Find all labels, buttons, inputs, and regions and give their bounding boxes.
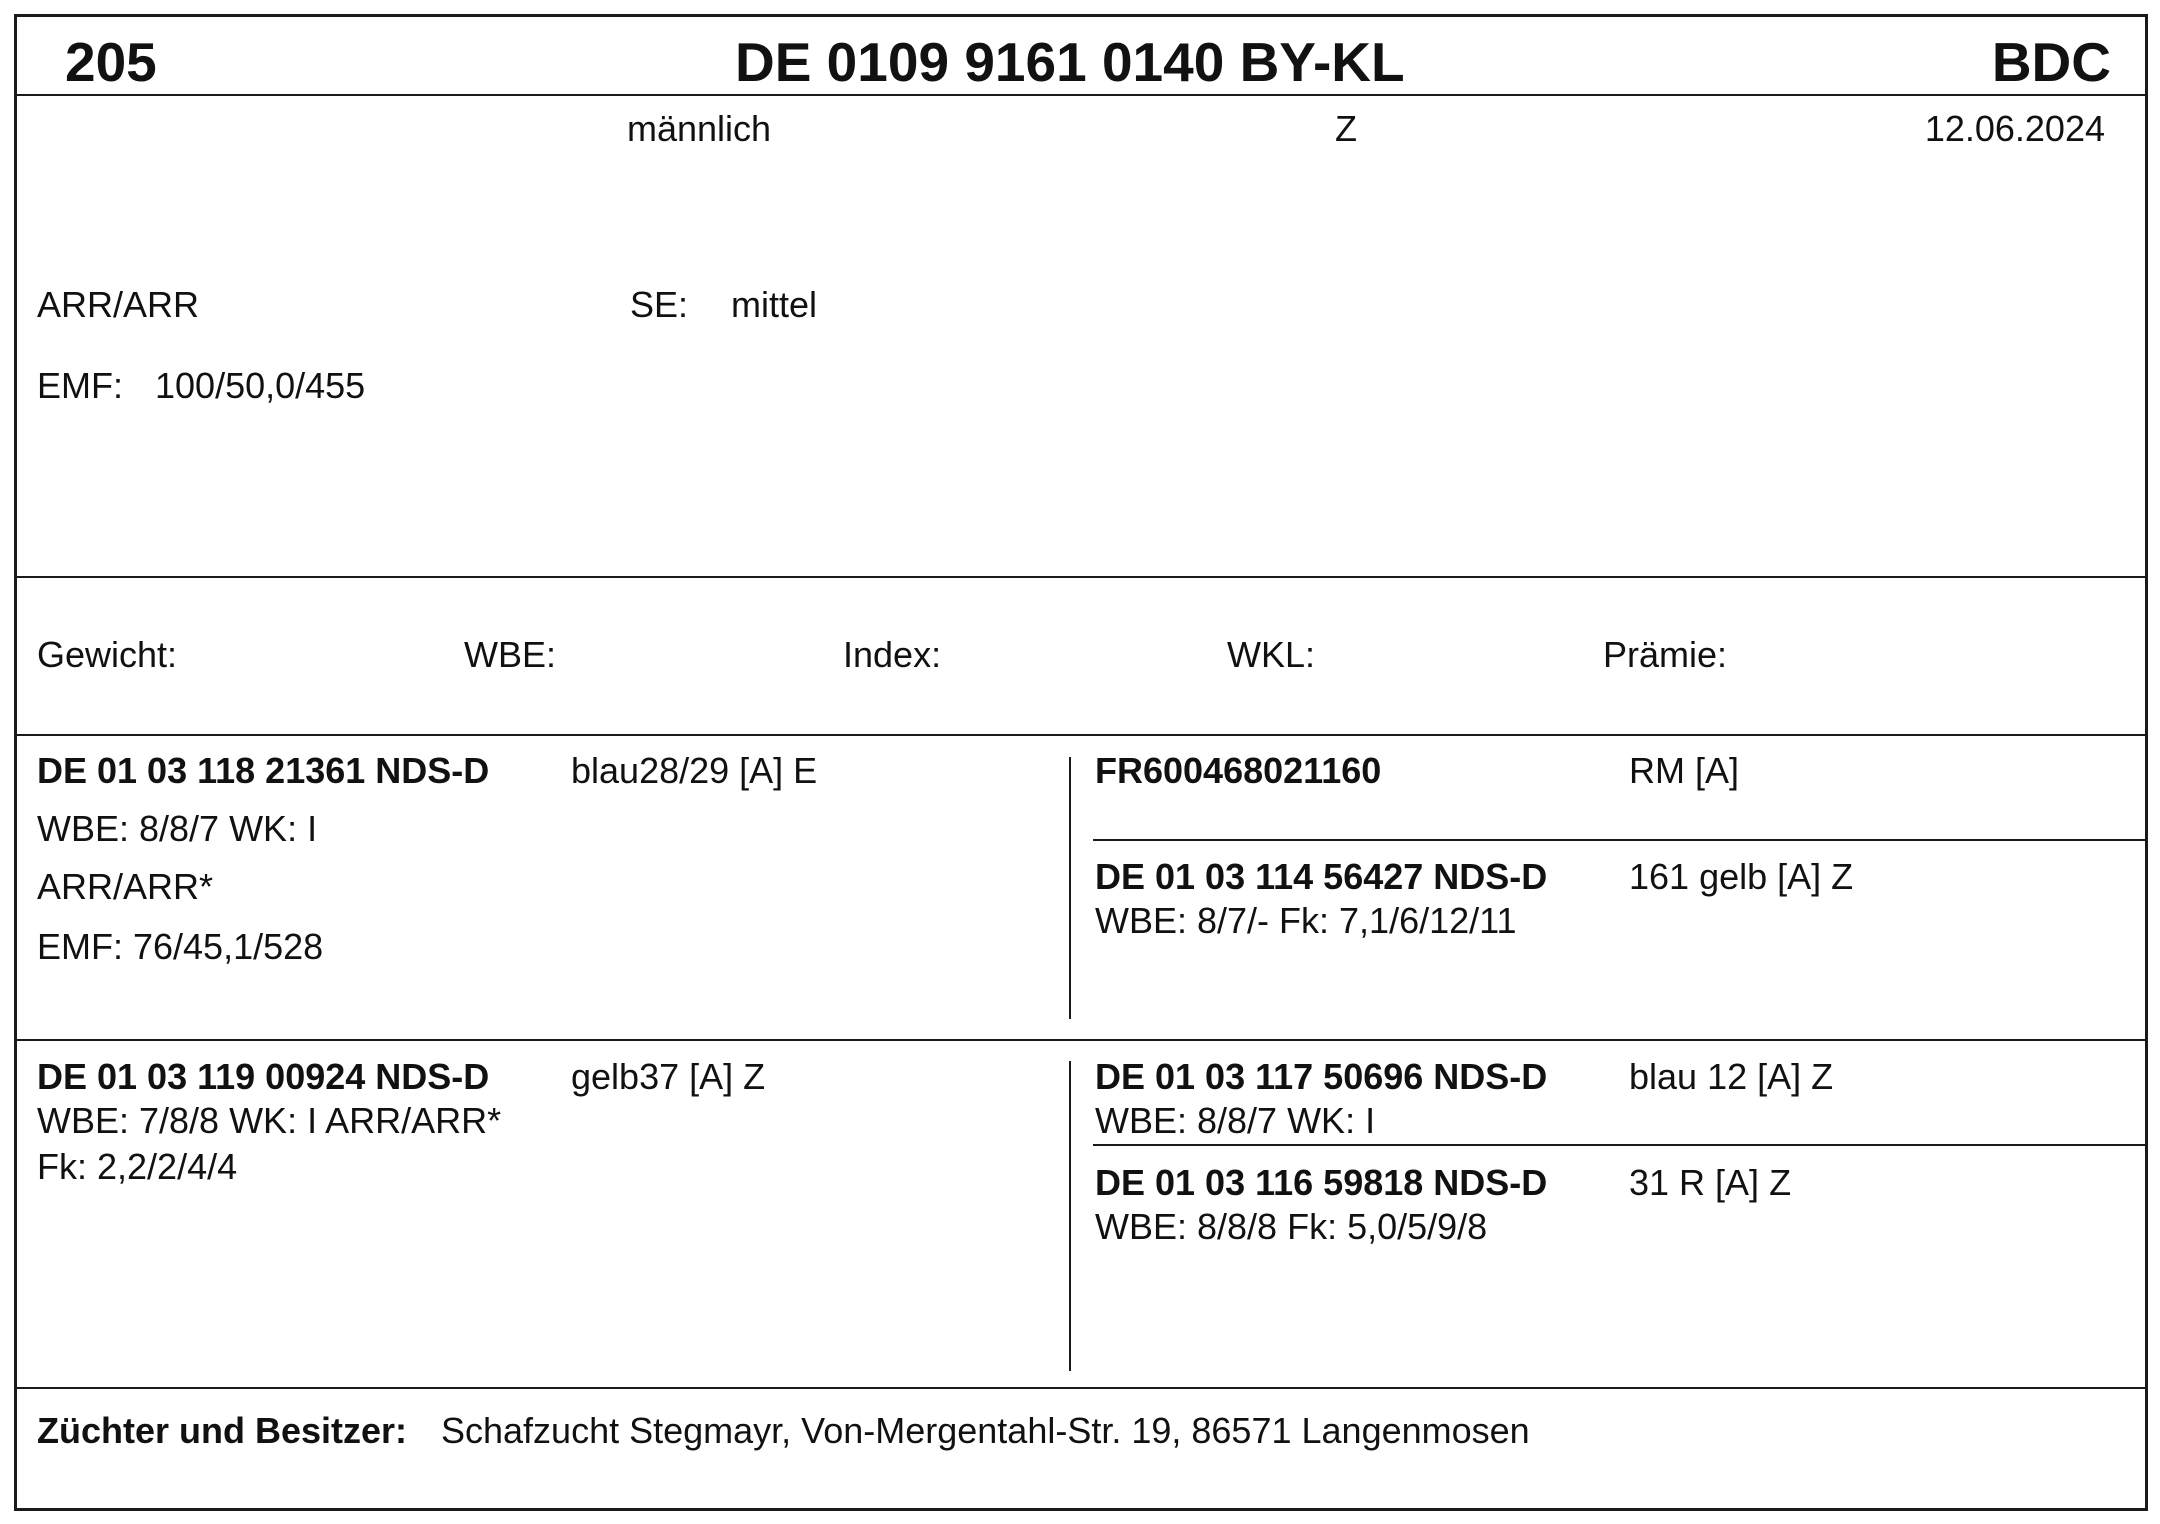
dam-wbe: WBE: 7/8/8 WK: I ARR/ARR* — [37, 1100, 502, 1141]
praemie-label: Prämie: — [1603, 634, 1728, 675]
se-label: SE: — [630, 284, 689, 325]
wbe-label: WBE: — [464, 634, 557, 675]
sire-sire-id: FR600468021160 — [1095, 750, 1382, 791]
index-label: Index: — [843, 634, 942, 675]
sire-column-divider — [1069, 757, 1071, 1019]
sire-divider — [17, 1039, 2145, 1041]
genotype: ARR/ARR — [37, 284, 200, 325]
sire-sire-tag: RM [A] — [1629, 750, 1740, 791]
sire-emf: EMF: 76/45,1/528 — [37, 926, 324, 967]
breed-code: BDC — [1991, 31, 2111, 93]
dam-divider — [17, 1387, 2145, 1389]
weight-label: Gewicht: — [37, 634, 178, 675]
dam-sire-wbe: WBE: 8/8/7 WK: I — [1095, 1100, 1376, 1141]
dam-id: DE 01 03 119 00924 NDS-D — [37, 1056, 490, 1097]
lot-number: 205 — [65, 31, 157, 93]
dam-ancestors-divider — [1093, 1144, 2145, 1146]
dam-dam-wbe: WBE: 8/8/8 Fk: 5,0/5/9/8 — [1095, 1206, 1488, 1247]
dam-tag: gelb37 [A] Z — [571, 1056, 766, 1097]
sire-wbe: WBE: 8/8/7 WK: I — [37, 808, 318, 849]
sire-genotype: ARR/ARR* — [37, 866, 214, 907]
dam-column-divider — [1069, 1061, 1071, 1371]
header-divider — [17, 94, 2145, 96]
sire-tag: blau28/29 [A] E — [571, 750, 818, 791]
dam-dam-id: DE 01 03 116 59818 NDS-D — [1095, 1162, 1548, 1203]
animal-card — [14, 14, 2148, 1511]
sire-id: DE 01 03 118 21361 NDS-D — [37, 750, 490, 791]
sire-ancestors-divider — [1093, 839, 2145, 841]
info-divider — [17, 576, 2145, 578]
sire-dam-tag: 161 gelb [A] Z — [1629, 856, 1854, 897]
dam-fk: Fk: 2,2/2/4/4 — [37, 1146, 238, 1187]
sire-dam-id: DE 01 03 114 56427 NDS-D — [1095, 856, 1548, 897]
wkl-label: WKL: — [1227, 634, 1316, 675]
ear-tag-number: DE 0109 9161 0140 BY-KL — [735, 31, 1405, 93]
sex: männlich — [627, 108, 772, 149]
mark: Z — [1335, 108, 1357, 149]
emf-label: EMF: — [37, 365, 123, 406]
se-value: mittel — [731, 284, 818, 325]
sire-dam-wbe: WBE: 8/7/- Fk: 7,1/6/12/11 — [1095, 900, 1517, 941]
dam-sire-tag: blau 12 [A] Z — [1629, 1056, 1834, 1097]
breeder-owner-label: Züchter und Besitzer: — [37, 1410, 408, 1451]
dam-dam-tag: 31 R [A] Z — [1629, 1162, 1792, 1203]
evaluation-divider — [17, 734, 2145, 736]
birth-date: 12.06.2024 — [1924, 108, 2105, 149]
emf-value: 100/50,0/455 — [155, 365, 366, 406]
dam-sire-id: DE 01 03 117 50696 NDS-D — [1095, 1056, 1548, 1097]
breeder-owner-value: Schafzucht Stegmayr, Von-Mergentahl-Str. 19, 86571 Langenmosen — [441, 1410, 1530, 1451]
